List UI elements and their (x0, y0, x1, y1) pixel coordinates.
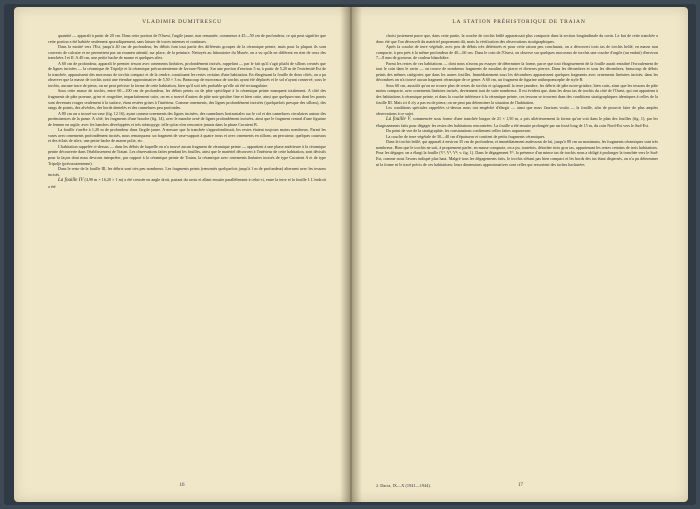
paragraph: Après la couche de terre végétale, avec peu de débris très détériorés et pour cette raison peu concluants, on a découvert trois tas de torchis brûlé, en masse non compacte, à peu près à la même profondeur de 40—60 cm. Dans le coin de l'Ouest, on observe sur quelques morceaux de torchis une couche d'argile (un enduit) d'environ 7—8 mm de grosseur, de couleur blanchâtre. (376, 44, 658, 61)
section-text: , commencée sous forme d'une tranchée longue de 21 × 1,50 m, a pris ultérieurement la forme qu'on voit dans le plan des fouilles (fig. 1), par les élargissements faits pour dégager les restes des habitations rencontrées. La fouille a été ensuite prolongée par un fossé long de 15 m, du coin Nord-Est vers le Sud-Est. (376, 116, 658, 128)
paragraph: Sous cette masse de torchis, entre 60—100 cm de profondeur, les débris peints ou de pâte spécifique à la céramique peinte manquent totalement. A côté des fragments de pâte poreuse, grise et rougeâtre, imparfaitement cuite, on en a trouvé d'autres de pâte noir-grisâtre fine et bien cuite, ainsi que quelques-uns dont les parois sont devenues rouges seulement à la surface, étant restées grises à l'intérieur. Comme ornements, des lignes profondément incisées (quelquefois presque des sillons), des rangs de points, des alvéoles, des bords dentelés et des cannelures peu profondes. (48, 88, 326, 111)
footnote: 2. Dacia, IX—X (1941—1944). (376, 483, 431, 488)
book-gutter (340, 7, 362, 502)
paragraph: Du point de vue de la stratigraphie, les constatations confirment celles faites auparavant: (386, 128, 531, 134)
paragraph: La couche de terre végétale de 30—40 cm d'épaisseur et contient de petits fragments céramiques. (386, 133, 546, 139)
paragraph: Dans la moitié vers l'Est, jusqu'à 40 cm de profondeur, les débris font tout partie des différents groupes de la céramique peinte, mais pour la plupart ils sont couverts de calcaire et ne permettent pas un examen attentif, sur place, de la peinture. Nettoyés au laboratoire du Musée, on a vu qu'ils ne diffèrent en rien de ceux des tranchées I et II. A 40 cm, une petite hache de marne et quelques silex. (48, 44, 326, 61)
paragraph: Sous 60 cm, aussitôt qu'on ne trouve plus de restes de torchis et qu'apparaît la terre jaunâtre, les débris de pâte noire-grisâtre, bien cuits, ainsi que les tessons de pâte moins compacte, avec ornements linéaires incisés, deviennent tout de suite nombreux. Il est évident que, dans les deux tas de torchis du côté de l'Ouest, qui ont appartenu à des habitations à céramique peinte, et dans la couche inférieure à la céramique peinte, ces tessons se trouvent dans des conditions stratigraphiques identiques à celles de la fouille III. Mais ici il n'y a pas eu de pieux; on ne peut pas déterminer la situation de l'habitation. (376, 82, 658, 105)
left-page (14, 7, 350, 502)
section-paragraph (48, 177, 326, 189)
left-text-block (48, 33, 326, 476)
paragraph: Dans le reste de la fouille III, les débris sont très peu nombreux. Les fragments peints (remontés quelquefois jusqu'à 1 m de profondeur) alternent avec les tessons incisés. (48, 166, 326, 177)
section-title: La fouille V (386, 117, 411, 123)
section-text: (4,90 m × 16,20 × 1 m) a été creusée en angle droit, partant du ravin et allant ensuite parallèlement à celui-ci, entre la terre et la fouille I. L'endroit a été (48, 177, 326, 189)
paragraph: A 60 cm de profondeur, apparaît le premier tesson avec ornements linéaires, profondément incisés, rappelant — par le fait qu'il s'agit plutôt de sillons creusés que de lignes incisées — la céramique de Tripolje et la céramique précucutenienne de Izvoare-Neamț. Sur une portion d'environ 5 m, à partir de 5,20 m de l'extrémité Est de la tranchée, apparaissent des morceaux de torchis compact et de la cendre, constituant les restes certains d'une habitation. En élargissant la fouille de deux côtés, on a pu observer que la masse de torchis avait une étendue approximative de 5,50 × 3 m. Beaucoup de morceaux de torchis ayant été déplacés et le sol n'ayant conservé, sous le torchis, aucune trace de pieux, on ne peut préciser la forme de cette habitation, bien qu'il soit très probable qu'elle ait été rectangulaire. (48, 60, 326, 88)
right-page (350, 7, 688, 502)
book-spread (4, 4, 696, 505)
page-number: 17 (518, 483, 523, 488)
paragraph: Parmi les restes de ces habitations — dont nous n'avons pu essayer de déterminer la forme, parce que tout élargissement de la fouille aurait entraîné l'écroulement de tout le coin dans le ravin — on trouve de nombreux fragments de moulins de pierre et diverses pierres. Dans les décombres et sous les décombres, beaucoup de débris peints des mêmes catégories que dans les autres fouilles. Immédiatement sous les décombres apparaissent quelques fragments avec ornements linéaires incisés; dans les décombres on n'a trouvé aucun fragment céramique de ce genre. A 60 cm, un fragment de figurine anthropomorphe de style B. (376, 60, 658, 83)
paragraph: La fouille s'arrête à 1,20 m de profondeur dans l'argile jaune. A mesure que la tranchée s'approfondissait, les restes étaient toujours moins nombreux. Parmi les vases avec ornements profondément incisés, nous remarquons: un fragment de vase-support à quatre trous et avec ornements en sillons; un percuteur; quelques couteaux et des éclats de silex; une petite hache de marne polie, etc. (48, 127, 326, 144)
paragraph: quantité — apparaît à partir de 20 cm. Dans cette portion de l'Ouest, l'argile jaune, non remaniée, commence à 45—50 cm de profondeur, ce qui peut signifier que cette portion a été habitée seulement sporadiquement, sans laisser de traces intenses et continues. (48, 33, 326, 44)
paragraph: A 80 cm on a trouvé un vase (fig. 12 16), ayant comme ornements des lignes incisées, des cannelures horizontales sur le col et des cannelures circulaires autour des proéminences de la panse. A côté, les fragments d'une bouche (fig. 14), avec le manche orné de lignes profondément incisées, ainsi que le fragment central d'une figurine de femme en argile, avec les hanches développées et très stéatopyge, telle qu'on n'en rencontre jamais dans la phase Cucuteni B. (48, 110, 326, 127)
section-title: La fouille IV (58, 178, 84, 184)
section-paragraph (376, 116, 658, 128)
paragraph: choisi justement parce que, dans cette partie, la couche de torchis brûlé apparaissait plus compacte dans la section longitudinale du ravin. Le but de cette tranchée a donc été que l'on découvrît du matériel proprement dit, mais la vérification des observations stratigraphiques. (376, 33, 658, 44)
right-text-block (376, 33, 658, 476)
paragraph: Les conditions spéciales rappelées ci-dessus nous ont empêché d'élargir — ainsi que nous l'aurions voulu — la fouille, afin de pouvoir faire de plus amples observations à ce sujet. (376, 105, 658, 116)
paragraph: L'habitation rappelée ci-dessus — dans les débris de laquelle on n'a trouvé aucun fragment de céramique peinte — appartient à une phase antérieure à la céramique peinte découverte dans l'établissement de Traian. Les observations faites pendant les fouilles, ainsi que le matériel découvert à l'intérieur de cette habitation, sont décisifs pour la façon dont nous devrons interpréter, par rapport à la céramique peinte de Traian, la céramique avec ornements linéaires incisés de type Cucuteni A et de type Tripolje (précucutenienne). (48, 143, 326, 166)
page-number: 16 (179, 483, 185, 488)
paragraph: Dans le torchis brûlé, qui apparaît à environ 35 cm de profondeur, et immédiatement audessous de lui, jusqu'à 80 cm au maximum, les fragments céramiques sont très nombreux. Bien que le torchis ne soit, à proprement parler, en masse compacte, on a pu, toutefois, détacher trois gros tas, appartenant les restes certains de trois habitations. Pour les dégager, on a élargi la fouille (V¹, V², V³; v. fig. 1). Dans le dégagement V¹, la présence d'un mince tas de torchis nous a obligé à prolonger la tranchée vers le Sud-Est, comme nous l'avons indiqué plus haut. Malgré tous les dégagements faits, le torchis n'étant pas bien compact et les bords des tas étant dispersés, on n'a pu déterminer ni la forme ni le tracé précis de ces habitations; leurs dimensions approximatives sont celles qui ressortent des taches hachurées (376, 139, 658, 167)
page-header: VLADIMIR DUMITRESCU (142, 19, 222, 25)
page-header: LA STATION PRÉHISTORIQUE DE TRAIAN (452, 19, 586, 25)
